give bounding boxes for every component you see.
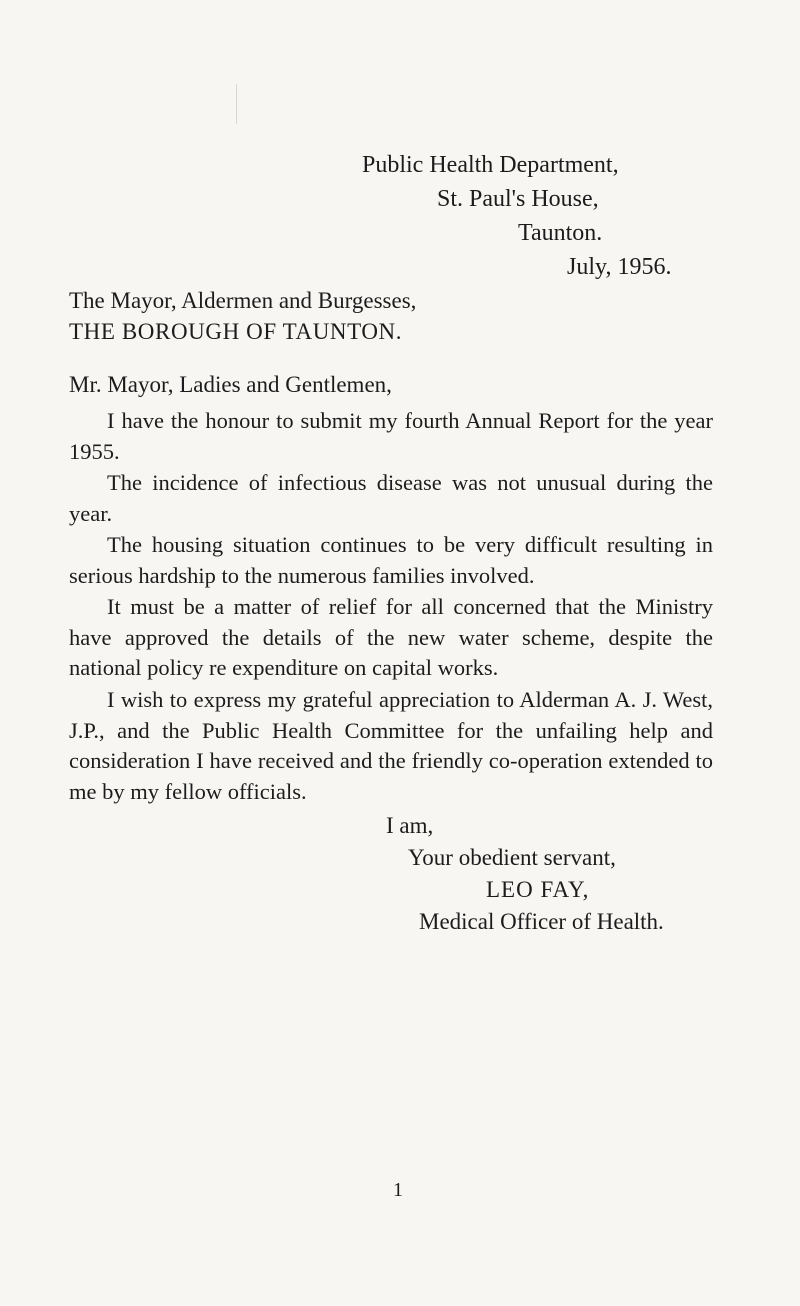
paragraph-appreciation: I wish to express my grateful appreciation to Alderman A. J. West, J.P., and the Public Health Committee for the unfailing help and consideration I have received and the friendly co-operation extended to me by my fellow officials. — [69, 687, 713, 804]
closing-servant: Your obedient servant, — [408, 845, 616, 870]
signatory-name: LEO FAY, — [486, 877, 590, 902]
salutation: Mr. Mayor, Ladies and Gentlemen, — [69, 372, 392, 397]
paragraph-annual-report: I have the honour to submit my fourth Annual Report for the year 1955. — [69, 408, 713, 464]
closing-i-am: I am, — [386, 813, 434, 838]
page-number: 1 — [393, 1179, 403, 1201]
addressee-recipients: The Mayor, Aldermen and Burgesses, — [69, 288, 417, 313]
scan-edge-mark — [236, 84, 237, 124]
signatory-title: Medical Officer of Health. — [419, 909, 664, 934]
paragraph-water-scheme: It must be a matter of relief for all concerned that the Ministry have approved the details of the new water scheme, despite the national policy re expenditure on capital works. — [69, 594, 713, 680]
letterhead-building: St. Paul's House, — [437, 186, 599, 212]
paragraph-housing: The housing situation continues to be very difficult resulting in serious hardship to the numerous families involved. — [69, 532, 713, 588]
letterhead-department: Public Health Department, — [362, 152, 619, 178]
paragraph-infectious-disease: The incidence of infectious disease was not unusual during the year. — [69, 470, 713, 526]
letterhead-town: Taunton. — [518, 220, 603, 246]
addressee-borough: THE BOROUGH OF TAUNTON. — [69, 319, 403, 344]
letter-date: July, 1956. — [567, 254, 672, 280]
